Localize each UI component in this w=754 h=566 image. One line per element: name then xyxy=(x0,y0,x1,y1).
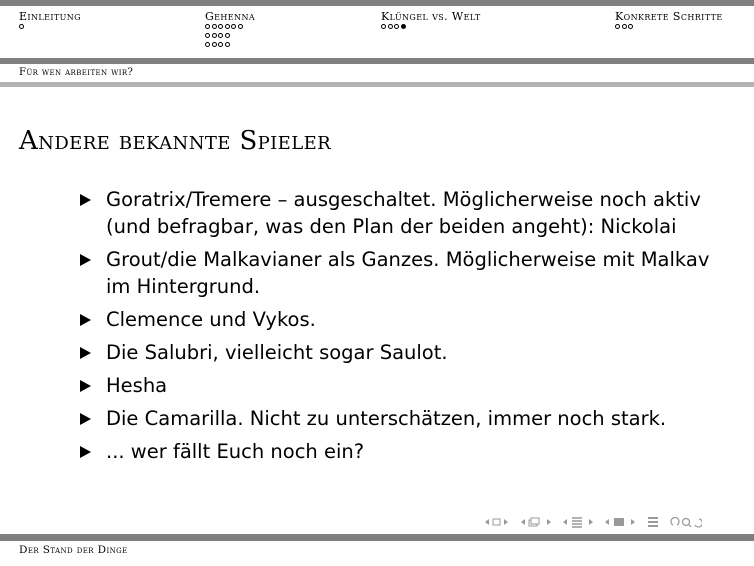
bullet-text: Hesha xyxy=(106,374,168,397)
list-item xyxy=(80,339,730,366)
list-item xyxy=(80,372,730,399)
bullet-triangle-icon xyxy=(80,413,91,425)
frame-dot-row xyxy=(19,23,81,32)
frame-dot[interactable] xyxy=(628,24,633,29)
frame-dot[interactable] xyxy=(225,42,230,47)
frame-dot[interactable] xyxy=(218,24,223,29)
frame-dot[interactable] xyxy=(394,24,399,29)
frame-dot-row xyxy=(205,41,255,50)
frame-dot-row xyxy=(205,32,255,41)
frame-dot[interactable] xyxy=(238,24,243,29)
frame-dot[interactable] xyxy=(218,42,223,47)
bullet-list xyxy=(80,186,730,471)
frame-dots xyxy=(381,23,481,32)
frame-dots xyxy=(205,23,255,50)
footer-rule xyxy=(0,534,754,541)
frame-dot-row xyxy=(615,23,723,32)
frame-dot[interactable] xyxy=(381,24,386,29)
slide-nav-icon[interactable] xyxy=(484,516,510,528)
title-rule xyxy=(0,82,754,87)
nav-section-gehenna[interactable] xyxy=(205,10,255,50)
frame-dots xyxy=(615,23,723,32)
list-item xyxy=(80,186,730,240)
current-frame-dot[interactable] xyxy=(401,24,406,29)
frame-dot[interactable] xyxy=(205,33,210,38)
bullet-triangle-icon xyxy=(80,446,91,458)
frame-dot[interactable] xyxy=(225,33,230,38)
bullet-text: ... wer fällt Euch noch ein? xyxy=(106,440,365,463)
frame-dot[interactable] xyxy=(622,24,627,29)
nav-section-title[interactable]: Konkrete Schritte xyxy=(615,10,723,23)
frame-dot[interactable] xyxy=(205,42,210,47)
frame-dot-row xyxy=(205,23,255,32)
search-nav-icon[interactable] xyxy=(670,516,702,528)
frame-dots xyxy=(19,23,81,32)
document-nav-icon[interactable] xyxy=(646,516,660,528)
nav-section-title[interactable]: Gehenna xyxy=(205,10,256,23)
frame-dot[interactable] xyxy=(615,24,620,29)
list-item xyxy=(80,405,730,432)
bullet-triangle-icon xyxy=(80,194,91,206)
frame-dot[interactable] xyxy=(19,24,24,29)
list-item xyxy=(80,246,730,300)
bullet-text: Goratrix/Tremere – ausgeschaltet. Möglicherweise noch aktiv (und befragbar, was den Plan der beiden angeht): Nickolai xyxy=(106,188,701,238)
subsection-nav-icon[interactable] xyxy=(562,516,594,528)
frame-dot[interactable] xyxy=(205,24,210,29)
bullet-text: Clemence und Vykos. xyxy=(106,308,316,331)
frame-dot[interactable] xyxy=(225,24,230,29)
bullet-triangle-icon xyxy=(80,347,91,359)
frame-dot[interactable] xyxy=(212,24,217,29)
nav-section-kluengel[interactable] xyxy=(381,10,481,32)
bullet-triangle-icon xyxy=(80,254,91,266)
frame-nav-icon[interactable] xyxy=(520,516,552,528)
frame-dot[interactable] xyxy=(218,33,223,38)
bullet-text: Die Salubri, vielleicht sogar Saulot. xyxy=(106,341,448,364)
header-top-rule xyxy=(0,0,754,6)
section-nav-icon[interactable] xyxy=(604,516,636,528)
beamer-navigation-symbols xyxy=(484,515,702,529)
subsection-label[interactable]: Für wen arbeiten wir? xyxy=(19,67,134,78)
nav-section-konkrete-schritte[interactable] xyxy=(615,10,723,32)
bullet-text: Die Camarilla. Nicht zu unterschätzen, immer noch stark. xyxy=(106,407,667,430)
frame-dot[interactable] xyxy=(231,24,236,29)
nav-section-einleitung[interactable] xyxy=(19,10,81,32)
bullet-triangle-icon xyxy=(80,380,91,392)
frame-dot[interactable] xyxy=(212,33,217,38)
footer-section-label: Der Stand der Dinge xyxy=(19,544,128,556)
subsection-rule xyxy=(0,58,754,64)
list-item xyxy=(80,438,730,465)
nav-section-title[interactable]: Klüngel vs. Welt xyxy=(381,10,481,23)
list-item xyxy=(80,306,730,333)
frame-title: Andere bekannte Spieler xyxy=(19,126,332,157)
frame-dot[interactable] xyxy=(388,24,393,29)
frame-dot[interactable] xyxy=(212,42,217,47)
bullet-text: Grout/die Malkavianer als Ganzes. Möglicherweise mit Malkav im Hintergrund. xyxy=(106,248,710,298)
bullet-triangle-icon xyxy=(80,314,91,326)
frame-dot-row xyxy=(381,23,481,32)
nav-section-title[interactable]: Einleitung xyxy=(19,10,81,23)
